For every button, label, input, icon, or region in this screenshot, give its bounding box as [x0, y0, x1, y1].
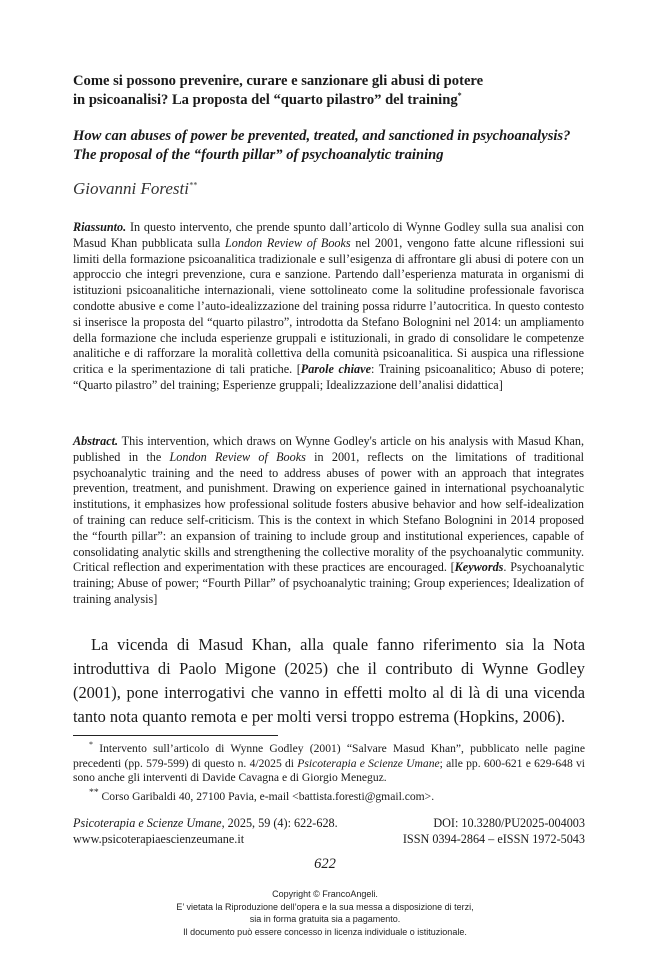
journal-doi: DOI: 10.3280/PU2025-004003	[433, 816, 585, 830]
footnote-2	[73, 786, 585, 804]
footnote-2-mark: **	[89, 786, 99, 798]
footnotes	[73, 742, 585, 804]
abstract-keywords: . Psychoanalytic training; Abuse of power; “Fourth Pillar” of psychoanalytic training; Group experiences; Idealization of training analysis]	[73, 560, 584, 606]
author-name	[73, 179, 197, 199]
journal-citation-rest: , 2025, 59 (4): 622-628.	[221, 816, 338, 830]
footnote-1-mark: *	[89, 740, 93, 750]
italian-summary	[73, 220, 584, 394]
copyright-line-3: sia in forma gratuita sia a pagamento.	[249, 914, 401, 924]
footnote-divider	[73, 735, 278, 736]
journal-citation-name: Psicoterapia e Scienze Umane	[73, 816, 222, 830]
summary-lead: Riassunto.	[73, 220, 127, 234]
english-title	[73, 127, 613, 165]
journal-issn: ISSN 0394-2864 – eISSN 1972-5043	[402, 832, 585, 846]
summary-keywords: : Training psicoanalitico; Abuso di potere; “Quarto pilastro” del training; Esperienze gruppali; Idealizzazione dell’analisi didattica]	[73, 362, 584, 392]
summary-keywords-lead: Parole chiave	[300, 362, 371, 377]
abstract-lead: Abstract.	[73, 434, 119, 448]
italian-title-line2: in psicoanalisi? La proposta del “quarto pilastro” del training	[73, 92, 458, 108]
abstract-journal: London Review of Books	[169, 449, 306, 464]
abstract-text-b: in 2001, reflects on the limitations of traditional psychoanalytic training and the need to address abuses of power with an approach that integrates prevention, treatment, and punishment. Drawing on experience gained in international psychoanalytic institutions, it emphasizes how professional solitude fosters abusive behavior and how self-idealization of training can reduce self-criticism. This is the context in which Stefano Bolognini in 2014 proposed the “fourth pillar”: an expansion of training to include group and institutional experiences, capable of consolidating analytic skills and strengthening the collective morality of the psychoanalytic community. Critical reflection and experimentation with these practices are encouraged. [	[73, 449, 585, 575]
footnote-2-text: Corso Garibaldi 40, 27100 Pavia, e-mail <battista.foresti@gmail.com>.	[98, 789, 435, 803]
english-title-line1: How can abuses of power be prevented, treated, and sanctioned in psychoanalysis?	[73, 128, 571, 144]
journal-website: www.psicoterapiaescienzeumane.it	[73, 832, 245, 846]
summary-journal: London Review of Books	[225, 235, 351, 250]
summary-text-a: In questo intervento, che prende spunto dall’articolo di Wynne Godley sulla sua analisi con Masud Khan pubblicata sulla	[73, 220, 584, 250]
body-paragraph: La vicenda di Masud Khan, alla quale fanno riferimento sia la Nota introduttiva di Paolo Migone (2025) che il contributo di Wynne Godley (2001), pone interrogativi che vanno in effetti molto al di là di una vicenda tanto nota quanto remota e per molti versi troppo estrema (Hopkins, 2006).	[73, 635, 585, 726]
italian-title-line1: Come si possono prevenire, curare e sanzionare gli abusi di potere	[73, 73, 484, 89]
author-name-text: Giovanni Foresti	[73, 179, 189, 198]
copyright-notice	[0, 888, 650, 938]
footnote-1-journal: Psicoterapia e Scienze Umane	[297, 756, 440, 770]
copyright-line-2: E’ vietata la Riproduzione dell’opera e la sua messa a disposizione di terzi,	[176, 901, 474, 912]
footnote-1	[73, 742, 585, 786]
footnote-1-text-a: Intervento sull’articolo di Wynne Godley (2001) “Salvare Masud Khan”, pubblicato nelle pagine precedenti (pp. 579-599) di questo n. 4/2025 di	[73, 742, 585, 770]
summary-text-b: nel 2001, vengono fatte alcune riflessioni sui limiti della formazione psicoanalitica tradizionale e sull’esigenza di affrontare gli abusi di potere con un approccio che integri prevenzione, cura e sanzione. Partendo dall’esperienza maturata in organismi di istituzioni psicoanalitiche internazionali, viene sottolineato come la solitudine professionale favorisca condotte abusive e come l’auto-idealizzazione del training possa ridurre l’autocritica. In questo contesto si inserisce la proposta del “quarto pilastro”, introdotta da Stefano Bolognini nel 2014: un ampliamento della formazione che includa esperienze gruppali e istituzionali, in grado di consolidare le competenze analitiche e di rafforzare la moralità collettiva della comunità psicoanalitica. Si auspica una riflessione critica e la sperimentazione di tali pratiche. [	[73, 235, 585, 377]
abstract-text-a: This intervention, which draws on Wynne Godley's article on his analysis with Masud Khan, published in the	[73, 434, 584, 464]
italian-title	[73, 72, 593, 110]
journal-info	[73, 815, 585, 847]
page-number: 622	[314, 856, 336, 872]
footnote-1-text-b: ; alle pp. 600-621 e 629-648 vi sono anche gli interventi di Davide Cavagna e di Giorgio Meneguz.	[73, 756, 585, 785]
copyright-line-4: Il documento può essere concesso in licenza individuale o istituzionale.	[183, 926, 467, 937]
abstract-keywords-lead: Keywords	[454, 560, 504, 575]
author-footnote-mark: **	[189, 180, 197, 190]
copyright-line-1: Copyright © FrancoAngeli.	[272, 889, 378, 899]
english-title-line2: The proposal of the “fourth pillar” of psychoanalytic training	[73, 147, 444, 163]
journal-citation	[73, 815, 338, 831]
title-footnote-mark: *	[457, 91, 462, 101]
english-abstract	[73, 434, 584, 608]
